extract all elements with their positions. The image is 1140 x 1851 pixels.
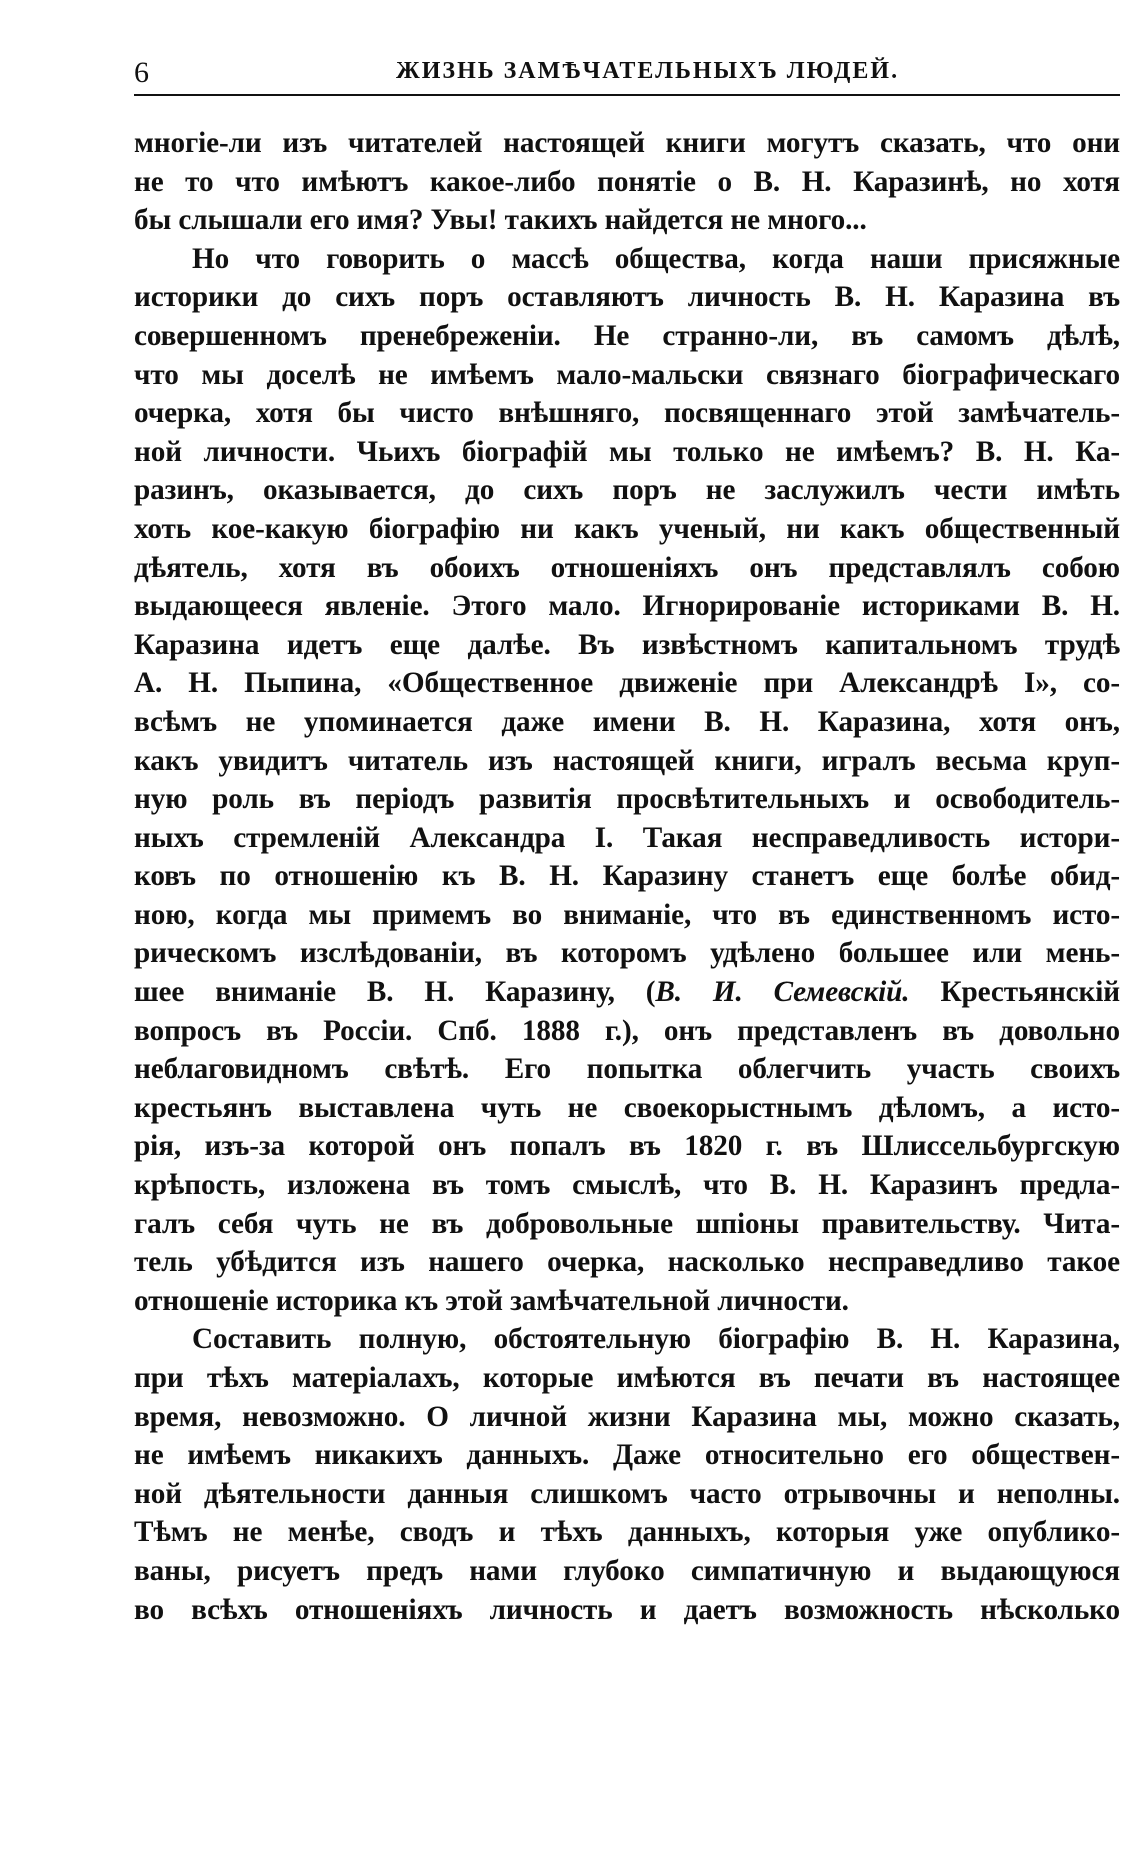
text-line: при тѣхъ матеріалахъ, которые имѣются въ печати въ настоящее xyxy=(134,1362,1120,1394)
text-line: отношеніе историка къ этой замѣчательной личности. xyxy=(134,1284,849,1317)
text-line: Но что говорить о массѣ общества, когда наши присяжные xyxy=(192,242,1120,275)
text-line: какъ увидитъ читатель изъ настоящей книги, игралъ весьма круп- xyxy=(134,744,1120,777)
text-line: совершенномъ пренебреженіи. Не странно-ли, въ самомъ дѣлѣ, xyxy=(134,319,1120,352)
text-line: рія, изъ-за которой онъ попалъ въ 1820 г. въ Шлиссельбургскую xyxy=(134,1130,1120,1163)
paragraph-1 xyxy=(134,124,1120,240)
text-line: неблаговидномъ свѣтѣ. Его попытка облегчить участь своихъ xyxy=(134,1053,1120,1086)
text-line: тель убѣдится изъ нашего очерка, насколько несправедливо такое xyxy=(134,1246,1120,1279)
page-number: 6 xyxy=(134,56,149,89)
text-line: что мы доселѣ не имѣемъ мало-мальски связнаго біографическаго xyxy=(134,358,1120,391)
text-line: хоть кое-какую біографію ни какъ ученый, ни какъ общественный xyxy=(134,512,1120,545)
text-line: ковъ по отношенію къ В. Н. Каразину станетъ еще болѣе обид- xyxy=(134,860,1120,893)
text-line: Каразина идетъ еще далѣе. Въ извѣстномъ капитальномъ трудѣ xyxy=(134,628,1120,661)
citation-lead: шее вниманіе В. Н. Каразину, ( xyxy=(134,976,656,1009)
body-text xyxy=(134,124,1120,1629)
text-line: Составить полную, обстоятельную біографію В. Н. Каразина, xyxy=(192,1323,1120,1356)
text-line: ныхъ стремленій Александра I. Такая несправедливость истори- xyxy=(134,821,1120,854)
text-line: вопросъ въ Россіи. Спб. 1888 г.), онъ представленъ въ довольно xyxy=(134,1014,1120,1047)
text-line: рическомъ изслѣдованіи, въ которомъ удѣлено большее или мень- xyxy=(134,937,1120,970)
text-line: ваны, рисуетъ предъ нами глубоко симпатичную и выдающуюся xyxy=(134,1554,1120,1587)
running-title: ЖИЗНЬ ЗАМѢЧАТЕЛЬНЫХЪ ЛЮДЕЙ. xyxy=(396,58,900,84)
text-line: не имѣемъ никакихъ данныхъ. Даже относительно его обществен- xyxy=(134,1439,1120,1472)
text-line: бы слышали его имя? Увы! такихъ найдется не много... xyxy=(134,204,867,237)
text-line: А. Н. Пыпина, «Общественное движеніе при Александрѣ I», со- xyxy=(134,667,1120,700)
paragraph-3 xyxy=(134,1320,1120,1629)
text-line: крѣпость, изложена въ томъ смыслѣ, что В. Н. Каразинъ предла- xyxy=(134,1169,1120,1202)
citation-author: В. И. Семевскій. xyxy=(655,976,910,1009)
text-line: историки до сихъ поръ оставляютъ личность В. Н. Каразина въ xyxy=(134,281,1120,314)
text-line: многіе-ли изъ читателей настоящей книги могутъ сказать, что они xyxy=(134,127,1120,159)
text-line: Тѣмъ не менѣе, сводъ и тѣхъ данныхъ, которыя уже опублико- xyxy=(134,1516,1120,1549)
running-header xyxy=(134,52,1120,96)
text-line: ною, когда мы примемъ во вниманіе, что въ единственномъ исто- xyxy=(134,898,1120,931)
book-page xyxy=(134,52,1120,1629)
text-line: время, невозможно. О личной жизни Каразина мы, можно сказать, xyxy=(134,1400,1120,1433)
paragraph-2 xyxy=(134,240,1120,1321)
text-line: во всѣхъ отношеніяхъ личность и даетъ возможность нѣсколько xyxy=(134,1593,1120,1626)
text-line: разинъ, оказывается, до сихъ поръ не заслужилъ чести имѣть xyxy=(134,474,1120,507)
text-line: всѣмъ не упоминается даже имени В. Н. Каразина, хотя онъ, xyxy=(134,705,1120,738)
citation-tail: Крестьянскій xyxy=(909,976,1120,1009)
text-line: галъ себя чуть не въ добровольные шпіоны правительству. Чита- xyxy=(134,1207,1120,1240)
text-line: ной дѣятельности данныя слишкомъ часто отрывочны и неполны. xyxy=(134,1477,1120,1510)
text-line: ную роль въ періодъ развитія просвѣтительныхъ и освободитель- xyxy=(134,783,1120,816)
text-line: не то что имѣютъ какое-либо понятіе о В. Н. Каразинѣ, но хотя xyxy=(134,165,1120,198)
text-line: крестьянъ выставлена чуть не своекорыстнымъ дѣломъ, а исто- xyxy=(134,1091,1120,1124)
text-line: выдающееся явленіе. Этого мало. Игнорированіе историками В. Н. xyxy=(134,590,1120,623)
text-line: ной личности. Чьихъ біографій мы только не имѣемъ? В. Н. Ка- xyxy=(134,435,1120,468)
text-line: дѣятель, хотя въ обоихъ отношеніяхъ онъ представлялъ собою xyxy=(134,551,1120,584)
text-line: очерка, хотя бы чисто внѣшняго, посвященнаго этой замѣчатель- xyxy=(134,397,1120,430)
text-line-with-citation xyxy=(134,973,1120,1012)
